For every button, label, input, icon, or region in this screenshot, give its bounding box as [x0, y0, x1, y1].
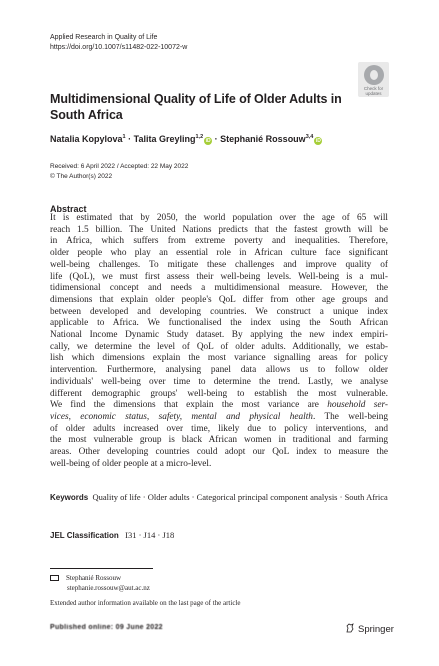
publisher-name: Springer: [358, 624, 394, 635]
abstract-text: . The well-being: [312, 411, 388, 422]
extended-info-note: Extended author information available on the last page of the article: [50, 599, 241, 607]
check-updates-icon: [364, 65, 384, 85]
abstract-line: in Africa, which suffers from extreme poverty and inequalities. Therefore,: [50, 236, 388, 247]
jel-codes: I31 · J14 · J18: [125, 530, 175, 540]
envelope-icon: [50, 575, 59, 581]
keywords-section: [50, 492, 390, 504]
footnote-divider: [50, 568, 153, 569]
author-separator: ·: [214, 134, 218, 144]
abstract-line: life (QoL), we must first assess their well-being levels. Well-being is a mul-: [50, 271, 388, 282]
abstract-line: It is estimated that by 2050, the world population over the age of 65 will: [50, 213, 388, 223]
abstract-body: [50, 213, 388, 470]
abstract-line: areas. Other developing countries could adopt our QoL index to measure the: [50, 447, 388, 458]
copyright-line: © The Author(s) 2022: [50, 172, 113, 180]
author-name[interactable]: Stephanié Rossouw: [220, 134, 306, 144]
abstract-line: different demographic groups' well-being to establish the most vulnerable.: [50, 388, 388, 399]
jel-label: JEL Classification: [50, 531, 119, 540]
journal-name: Applied Research in Quality of Life: [50, 34, 158, 41]
journal-header: [50, 33, 187, 52]
corresponding-author: Stephanié Rossouw: [66, 574, 122, 582]
badge-line1: Check for: [363, 86, 384, 91]
abstract-line: dimensions that explain older people's QoL differ from other age groups and: [50, 294, 388, 305]
author-list: [50, 134, 322, 145]
abstract-line: individuals' well-being over time to determine the trend. Lastly, we analyse: [50, 376, 388, 387]
author-affiliation: 3,4: [305, 134, 314, 140]
author-affiliation: 1: [122, 134, 126, 140]
abstract-line: lish which dimensions explain the most variance signalling areas for policy: [50, 353, 388, 364]
orcid-icon[interactable]: iD: [315, 138, 321, 144]
abstract-italic: vices, economic status, safety, mental and physical health: [50, 411, 313, 422]
abstract-line: between developed and developing countries. We construct a unique index: [50, 306, 388, 317]
author-separator: ·: [128, 134, 132, 144]
abstract-line: older people who play an essential role in African culture face significant: [50, 248, 388, 259]
corresponding-email[interactable]: stephanie.rossouw@aut.ac.nz: [67, 583, 150, 592]
springer-horse-icon: [345, 623, 355, 633]
article-dates: [50, 162, 188, 181]
author-name[interactable]: Natalia Kopylova: [50, 134, 123, 144]
badge-line2: updates: [365, 91, 382, 96]
abstract-line: intervention. Furthermore, analysing panel data allows us to follow older: [50, 365, 388, 376]
abstract-line: the most vulnerable group is black African women in traditional and farming: [50, 435, 388, 446]
abstract-line: of older adults increased over time, likely due to policy interventions, and: [50, 423, 388, 434]
abstract-line: reach 1.5 billion. The United Nations predicts that the fastest growth will be: [50, 224, 388, 235]
published-online: Published online: 09 June 2022: [50, 624, 163, 631]
received-accepted: Received: 6 April 2022 / Accepted: 22 May 2022: [50, 163, 189, 170]
check-for-updates-badge[interactable]: [358, 62, 389, 97]
publisher-logo[interactable]: [345, 623, 394, 635]
keywords-label: Keywords: [50, 493, 89, 502]
author-name[interactable]: Talita Greyling: [133, 134, 196, 144]
correspondence-block: [50, 574, 150, 593]
abstract-line: tidimensional concept and needs a multidimensional measure. However, the: [50, 283, 388, 294]
abstract-line-mixed: [50, 412, 388, 424]
keywords-text: Quality of life · Older adults · Categorical principal component analysis · South Africa: [92, 492, 388, 502]
abstract-line: well-being challenges. To mitigate these challenges and improve quality of: [50, 259, 388, 270]
abstract-text: We find the dimensions that explain the most variance are: [50, 400, 319, 411]
jel-section: [50, 530, 174, 540]
abstract-line: cally, we determine the level of QoL of older adults. Additionally, we estab-: [50, 341, 388, 352]
abstract-line: National Income Dynamic Study dataset. By applying the new index empiri-: [50, 330, 388, 341]
article-title: Multidimensional Quality of Life of Older Adults in South Africa: [50, 92, 342, 122]
abstract-line: well-being of older people at a micro-level.: [50, 458, 212, 469]
orcid-icon[interactable]: iD: [205, 138, 211, 144]
abstract-line-mixed: [50, 400, 388, 412]
abstract-italic: household ser-: [327, 400, 388, 411]
doi-link[interactable]: https://doi.org/10.1007/s11482-022-10072-w: [50, 43, 188, 51]
abstract-line: applicable to Africa. We functionalised the index using the South African: [50, 318, 388, 329]
abstract-heading: Abstract: [50, 204, 87, 214]
author-affiliation: 1,2: [195, 134, 204, 140]
